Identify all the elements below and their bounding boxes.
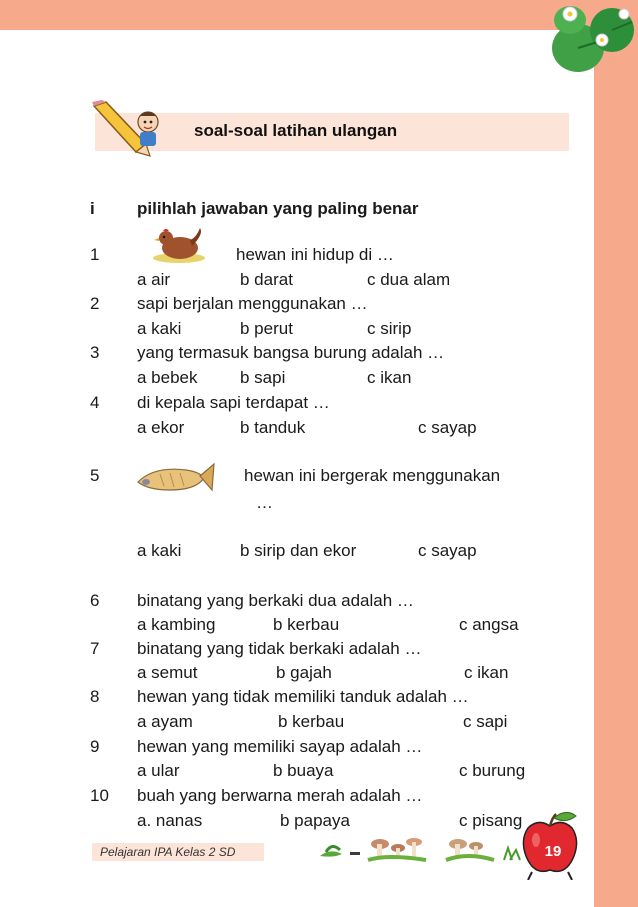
question-text: di kepala sapi terdapat … bbox=[137, 393, 330, 412]
question-text: yang termasuk bangsa burung adalah … bbox=[137, 343, 445, 362]
question-number: 9 bbox=[90, 737, 100, 756]
question-number: 5 bbox=[90, 466, 100, 485]
hen-icon bbox=[150, 224, 208, 264]
right-color-band bbox=[594, 0, 638, 907]
question-text: binatang yang berkaki dua adalah … bbox=[137, 591, 414, 610]
option-a: a ular bbox=[137, 761, 180, 780]
option-c: c sayap bbox=[418, 418, 477, 437]
option-c: c burung bbox=[459, 761, 526, 780]
option-b: b gajah bbox=[276, 663, 332, 682]
option-c: c sayap bbox=[418, 541, 477, 560]
option-c: c ikan bbox=[367, 368, 412, 387]
option-a: a. nanas bbox=[137, 811, 203, 830]
option-c: c pisang bbox=[459, 811, 523, 830]
question-text: sapi berjalan menggunakan … bbox=[137, 294, 368, 313]
question-number: 4 bbox=[90, 393, 100, 412]
option-a: a bebek bbox=[137, 368, 198, 387]
page-title: soal-soal latihan ulangan bbox=[194, 121, 398, 140]
option-a: a semut bbox=[137, 663, 198, 682]
plants-icon bbox=[318, 830, 530, 866]
option-a: a air bbox=[137, 270, 171, 289]
question-text: buah yang berwarna merah adalah … bbox=[137, 786, 423, 805]
question-text-continued: … bbox=[256, 493, 273, 512]
question-text: hewan ini bergerak menggunakan bbox=[244, 466, 501, 485]
option-b: b papaya bbox=[280, 811, 350, 830]
option-b: b buaya bbox=[273, 761, 334, 780]
option-b: b kerbau bbox=[278, 712, 345, 731]
option-c: c dua alam bbox=[367, 270, 451, 289]
question-number: 10 bbox=[90, 786, 109, 805]
section-number: i bbox=[90, 199, 95, 218]
option-a: a ayam bbox=[137, 712, 193, 731]
option-b: b kerbau bbox=[273, 615, 340, 634]
option-b: b tanduk bbox=[240, 418, 306, 437]
option-b: b darat bbox=[240, 270, 293, 289]
question-text: hewan yang memiliki sayap adalah … bbox=[137, 737, 423, 756]
option-c: c ikan bbox=[464, 663, 509, 682]
option-a: a kambing bbox=[137, 615, 216, 634]
question-number: 2 bbox=[90, 294, 100, 313]
fish-icon bbox=[134, 460, 216, 496]
option-a: a kaki bbox=[137, 541, 182, 560]
section-instruction: pilihlah jawaban yang paling benar bbox=[137, 199, 419, 218]
water-lily-icon bbox=[540, 0, 636, 82]
question-number: 8 bbox=[90, 687, 100, 706]
option-a: a ekor bbox=[137, 418, 185, 437]
option-c: c sirip bbox=[367, 319, 412, 338]
option-c: c sapi bbox=[463, 712, 508, 731]
option-c: c angsa bbox=[459, 615, 519, 634]
option-a: a kaki bbox=[137, 319, 182, 338]
footer-label: Pelajaran IPA Kelas 2 SD bbox=[100, 845, 236, 859]
question-number: 3 bbox=[90, 343, 100, 362]
question-text: hewan yang tidak memiliki tanduk adalah … bbox=[137, 687, 469, 706]
question-number: 6 bbox=[90, 591, 100, 610]
question-text: binatang yang tidak berkaki adalah … bbox=[137, 639, 422, 658]
question-number: 7 bbox=[90, 639, 100, 658]
pencil-mascot-icon bbox=[88, 100, 168, 158]
question-text: hewan ini hidup di … bbox=[236, 245, 394, 264]
option-b: b sirip dan ekor bbox=[240, 541, 357, 560]
question-number: 1 bbox=[90, 245, 100, 264]
option-b: b sapi bbox=[240, 368, 286, 387]
page-number: 19 bbox=[544, 843, 562, 860]
option-b: b perut bbox=[240, 319, 293, 338]
